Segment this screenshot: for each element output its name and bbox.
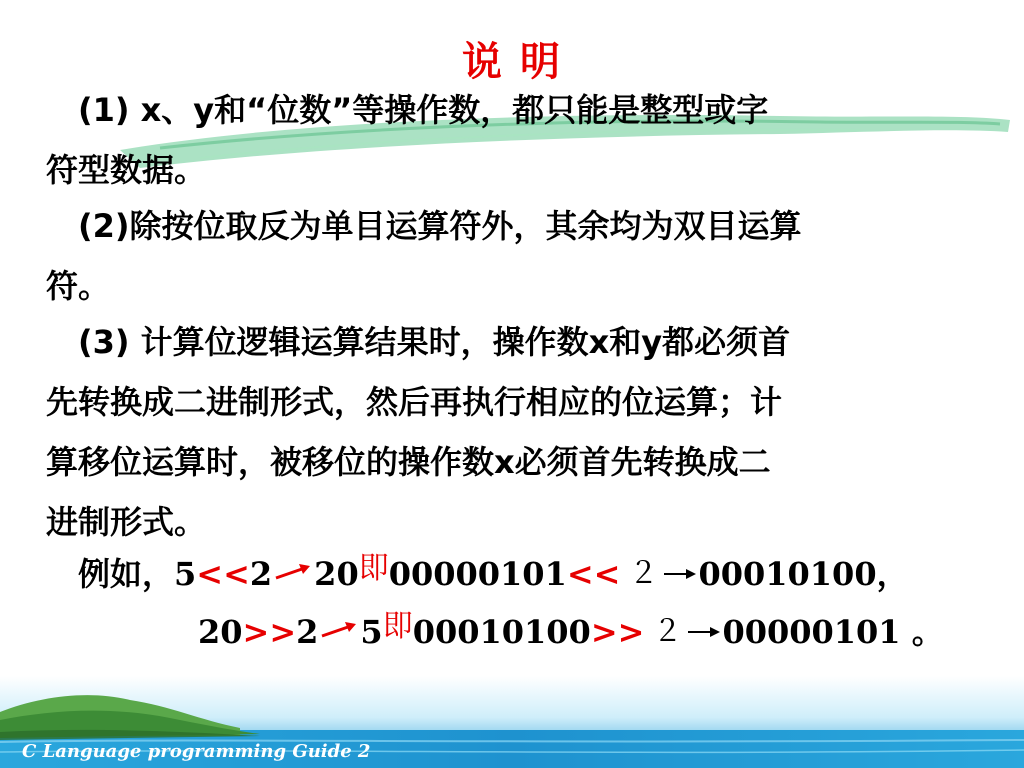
paragraph-3-lead: (3) 计算位逻辑运算结果时，操作数x和y都必须首 bbox=[78, 323, 791, 361]
paragraph-2 bbox=[46, 196, 976, 316]
example-2-shift-count: ２ bbox=[652, 614, 683, 649]
example-2-operand-a: 20 bbox=[198, 613, 243, 651]
paragraph-1 bbox=[46, 80, 976, 200]
example-1-binary-result: 00010100， bbox=[698, 555, 909, 593]
example-1-operand-a: 5 bbox=[174, 555, 197, 593]
example-label: 例如， bbox=[78, 555, 175, 593]
example-1-binary-shift-operator: << bbox=[566, 555, 621, 593]
footer-course-label: C Language programming Guide 2 bbox=[22, 741, 371, 762]
paragraph-1-continuation: 符型数据。 bbox=[46, 151, 207, 189]
example-1-ji-label: 即 bbox=[358, 551, 389, 586]
arrow-icon bbox=[272, 563, 312, 585]
example-1-operand-b: 2 bbox=[249, 555, 273, 593]
example-line-2 bbox=[198, 610, 944, 650]
arrow-icon bbox=[318, 621, 358, 643]
page-title: 说 明 bbox=[462, 39, 562, 85]
example-1-shift-operator: << bbox=[196, 555, 250, 593]
paragraph-3-continuation-1: 先转换成二进制形式，然后再执行相应的位运算；计 bbox=[46, 383, 783, 421]
paragraph-2-continuation: 符。 bbox=[46, 267, 111, 305]
paragraph-1-lead: (1) x、y和“位数”等操作数，都只能是整型或字 bbox=[78, 91, 769, 129]
example-2-binary-operand: 00010100 bbox=[412, 613, 591, 651]
example-2-binary-shift-operator: >> bbox=[590, 613, 645, 651]
example-2-ji-label: 即 bbox=[382, 609, 413, 644]
paragraph-3-continuation-2: 算移位运算时，被移位的操作数x必须首先转换成二 bbox=[46, 443, 771, 481]
example-line-1 bbox=[78, 552, 909, 592]
paragraph-3-continuation-3: 进制形式。 bbox=[46, 503, 207, 541]
example-1-result-decimal: 20 bbox=[314, 555, 359, 593]
arrow-icon bbox=[682, 621, 722, 643]
example-2-operand-b: 2 bbox=[296, 613, 319, 651]
paragraph-3 bbox=[46, 312, 976, 552]
example-2-shift-operator: >> bbox=[242, 613, 297, 651]
example-1-shift-count: ２ bbox=[628, 556, 659, 591]
paragraph-2-lead: (2)除按位取反为单目运算符外，其余均为双目运算 bbox=[78, 207, 802, 245]
example-2-binary-result: 00000101 。 bbox=[722, 613, 944, 651]
example-2-result-decimal: 5 bbox=[360, 613, 383, 651]
arrow-icon bbox=[658, 563, 698, 585]
example-1-binary-operand: 00000101 bbox=[388, 555, 567, 593]
